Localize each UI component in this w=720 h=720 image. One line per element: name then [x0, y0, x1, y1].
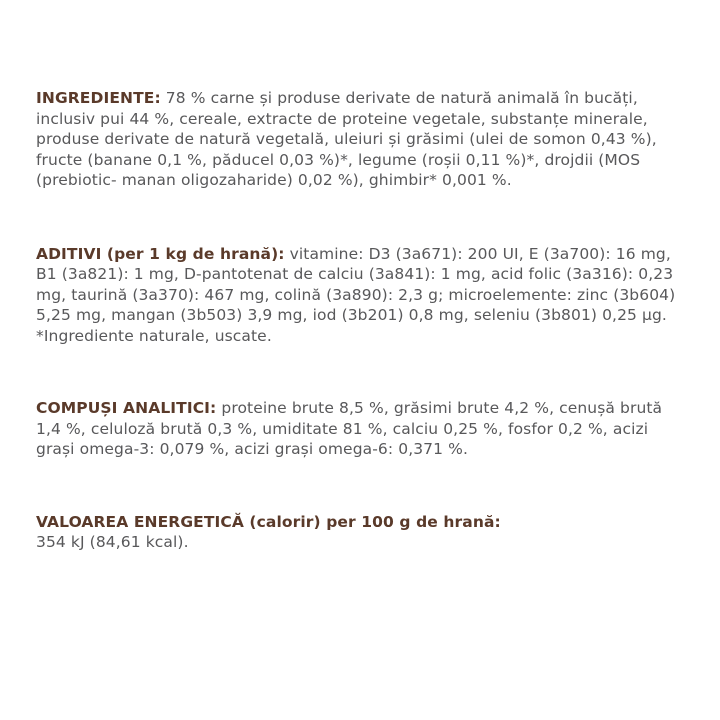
energy-section	[36, 512, 684, 553]
label-text-panel	[36, 88, 684, 553]
additives-heading: ADITIVI (per 1 kg de hrană):	[36, 244, 285, 263]
analytical-section	[36, 398, 684, 460]
ingredients-section	[36, 88, 684, 191]
additives-section	[36, 244, 684, 347]
analytical-heading: COMPUȘI ANALITICI:	[36, 399, 217, 417]
ingredients-heading: INGREDIENTE:	[36, 89, 161, 107]
energy-heading: VALOAREA ENERGETICĂ (calorir) per 100 g de hrană:	[36, 512, 501, 531]
additives-footnote: *Ingrediente naturale, uscate.	[36, 326, 272, 345]
energy-text: 354 kJ (84,61 kcal).	[36, 533, 189, 551]
ingredients-text: 78 % carne și produse derivate de natură animală în bucăți, inclusiv pui 44 %, cereale, extracte de proteine vegetale, substanțe minerale, produse derivate de natură vegetală, uleiuri și grăsimi (ulei de somon 0,43 %), fructe (banane 0,1 %, păducel 0,03 %)*, legume (roșii 0,11 %)*, drojdii (MOS (prebiotic- manan oligozaharide) 0,02 %), ghimbir* 0,001 %.	[36, 89, 657, 189]
analytical-text: proteine brute 8,5 %, grăsimi brute 4,2 %, cenușă brută 1,4 %, celuloză brută 0,3 %, umiditate 81 %, calciu 0,25 %, fosfor 0,2 %, acizi grași omega-3: 0,079 %, acizi grași omega-6: 0,371 %.	[36, 399, 663, 458]
additives-text: vitamine: D3 (3a671): 200 UI, E (3a700): 16 mg, B1 (3a821): 1 mg, D-pantotenat de calciu (3a841): 1 mg, acid folic (3a316): 0,23 mg, taurină (3a370): 467 mg, colină (3a890): 2,3 g; microelemente: zinc (3b604) 5,25 mg, mangan (3b503) 3,9 mg, iod (3b201) 0,8 mg, seleniu (3b801) 0,25 µg.	[36, 244, 676, 324]
